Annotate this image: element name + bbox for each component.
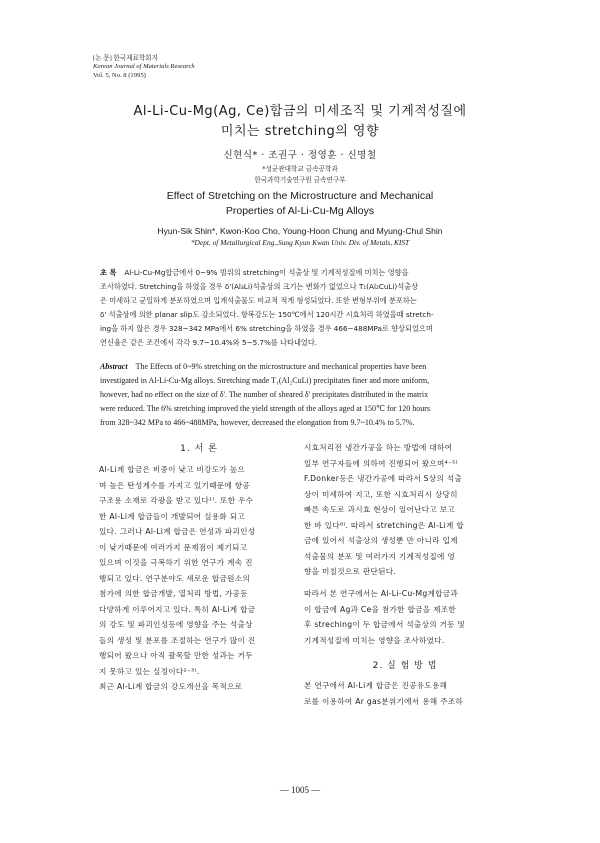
body-line: 구조용 소재로 각광을 받고 있다¹⁾. 또한 우수 xyxy=(99,496,254,505)
title-kr-line2: 미치는 stretching의 영향 xyxy=(220,124,380,139)
abstract-kr-line: ing을 하지 않은 경우 328~342 MPa에서 6% stretching을 하였을 경우 466~488MPa로 향상되었으며 xyxy=(100,324,433,333)
body-line: 한 바 있다⁶⁾. 따라서 stretching은 Al-Li계 합 xyxy=(304,520,465,530)
body-line: Al-Li계 합금은 비중이 낮고 비강도가 높으 xyxy=(99,465,245,474)
body-line: 다양하게 이루어지고 있다. 특히 Al-Li계 합금 xyxy=(99,604,256,614)
body-line: 빠른 속도로 과시효 현상이 일어난다고 보고 xyxy=(304,505,456,514)
abstract-kr-line: 초 록 Al-Li-Cu-Mg합금에서 0~9% 범위의 stretching이 석출상 및 기계적성질에 미치는 영향을 xyxy=(100,268,409,277)
abstract-en-line: from 328~342 MPa to 466~488MPa, however, decreased the elongation from 9.7~10.4% to 5.7%. xyxy=(100,418,415,427)
body-line: 따라서 본 연구에서는 Al-Li-Cu-Mg계합금과 xyxy=(304,589,459,598)
body-line: 이 합금에 Ag과 Ce을 첨가한 합금을 제조한 xyxy=(304,604,457,614)
title-kr-line1: Al-Li-Cu-Mg(Ag, Ce)합금의 미세조직 및 기계적성질에 xyxy=(133,104,467,119)
body-line: 상이 미세하여 지고, 또한 시효처리시 상당히 xyxy=(304,489,458,499)
body-line: F.Donker등은 냉간가공에 따라서 S상의 석출 xyxy=(304,474,463,483)
abstract-kr-line: 조사하였다. Stretching을 하였을 경우 δ'(Al₃Li)석출상의 크기는 변화가 없었으나 T₁(Al₂CuLi)석출상 xyxy=(100,282,419,291)
body-line: 행되어 왔으나 아직 괄목할 만한 성과는 거두 xyxy=(99,651,253,660)
abstract-en-line: were reduced. The 6% stretching improved the yield strength of the alloys aged at 150℃ for 120 hours xyxy=(100,404,431,413)
body-line: 행되고 있다. 연구분야도 새로운 합금원소의 xyxy=(99,573,251,583)
body-line: 있다. 그러나 Al-Li계 합금은 연성과 파괴인성 xyxy=(99,527,256,536)
body-line: 최근 Al-Li계 합금의 강도개선을 목적으로 xyxy=(99,682,243,691)
affiliation-kr-2: 한국과학기술연구원 금속연구부 xyxy=(254,176,346,184)
body-line: 석출물의 분포 및 여러가지 기계적성질에 영 xyxy=(304,551,456,561)
body-line: 향을 미칠것으로 판단된다. xyxy=(304,567,397,576)
body-line: 금에 있어서 석출상의 생성뿐 만 아니라 입계 xyxy=(304,536,458,545)
abstract-kr-line: δ' 석출상에 의한 planar slip도 감소되었다. 항복강도는 150℃에서 120시간 시효처리 하였을때 stretch- xyxy=(100,310,434,319)
journal-volume: Vol. 5, No. 8 (1995) xyxy=(93,71,146,79)
body-line: 들의 생성 및 분포를 조절하는 연구가 많이 진 xyxy=(99,635,256,645)
body-line: 후 streching이 두 합금에서 석출상의 거동 및 xyxy=(304,620,466,629)
abstract-en-line: however, had no effect on the size of δ'. The number of sheared δ' precipitates distributed in the matrix xyxy=(100,390,429,399)
authors-kr: 신현식* · 조권구 · 정영훈 · 신명철 xyxy=(223,150,377,161)
title-en-line1: Effect of Stretching on the Microstructure and Mechanical xyxy=(166,190,434,202)
page-number: — 1005 — xyxy=(279,785,321,795)
abstract-en-label: Abstract xyxy=(100,362,128,371)
section-heading-methods: 2. 실 험 방 법 xyxy=(372,661,438,671)
body-line: 첨가에 의한 합금개발, 열처리 방법, 가공등 xyxy=(99,589,248,598)
body-line: 이 낮기때문에 여러가지 문제점이 제기되고 xyxy=(99,542,248,552)
body-line: 기계적성질에 미치는 영향을 조사하였다. xyxy=(304,635,445,645)
body-line: 본 연구에서 Al-Li계 합금은 진공유도용해 xyxy=(304,681,448,690)
body-line: 의 강도 및 파괴인성등에 영향을 주는 석출상 xyxy=(99,620,253,629)
body-line: 한 Al-Li계 합금들이 개발되어 실용화 되고 xyxy=(99,511,245,521)
body-line: 로를 이용하여 Ar gas분위기에서 용해 주조하 xyxy=(304,696,463,706)
abstract-kr-line: 은 미세하고 균일하게 분포하였으며 입계석출물도 비교적 적게 형성되었다. 또한 변형부위에 분포하는 xyxy=(100,296,417,305)
body-line: 며 높은 탄성계수를 가지고 있기때문에 항공 xyxy=(99,480,251,490)
abstract-kr-line: 연신율은 같은 조건에서 각각 9.7~10.4%와 5~5.7%를 나타내었다. xyxy=(100,338,318,347)
body-line: 지 못하고 있는 실정이다²⁻³⁾. xyxy=(99,666,200,676)
abstract-en-line: investigated in Al-Li-Cu-Mg alloys. Stretching made T₁(Al₂CuLi) precipitates finer and more uniform, xyxy=(100,376,430,385)
journal-header xyxy=(93,55,195,80)
affiliation-kr-1: *성균관대학교 금속공학과 xyxy=(262,165,338,173)
body-line: 일부 연구자들에 의하여 진행되어 왔으며⁴⁻⁵⁾ xyxy=(304,458,458,468)
authors-en: Hyun-Sik Shin*, Kwon-Koo Cho, Young-Hoon Chung and Myung-Chul Shin xyxy=(157,226,443,236)
journal-name-en: Korean Journal of Materials Research xyxy=(93,63,195,71)
abstract-en-line: Abstract The Effects of 0~9% stretching on the microstructure and mechanical properties have been xyxy=(100,362,427,371)
affiliation-en: *Dept. of Metallurgical Eng.,Sung Kyun Kwan Univ. Div. of Metals, KIST xyxy=(190,238,410,247)
title-en-line2: Properties of Al-Li-Cu-Mg Alloys xyxy=(225,205,375,217)
section-heading-introduction: 1. 서 론 xyxy=(180,444,218,454)
body-line: 시효처리전 냉간가공을 하는 방법에 대하여 xyxy=(304,443,453,452)
journal-name-kr: [논 문] 한국재료학회지 xyxy=(93,55,159,62)
body-line: 있으며 이것을 극복하기 위한 연구가 계속 진 xyxy=(99,558,253,567)
abstract-kr-label: 초 록 xyxy=(100,268,117,277)
